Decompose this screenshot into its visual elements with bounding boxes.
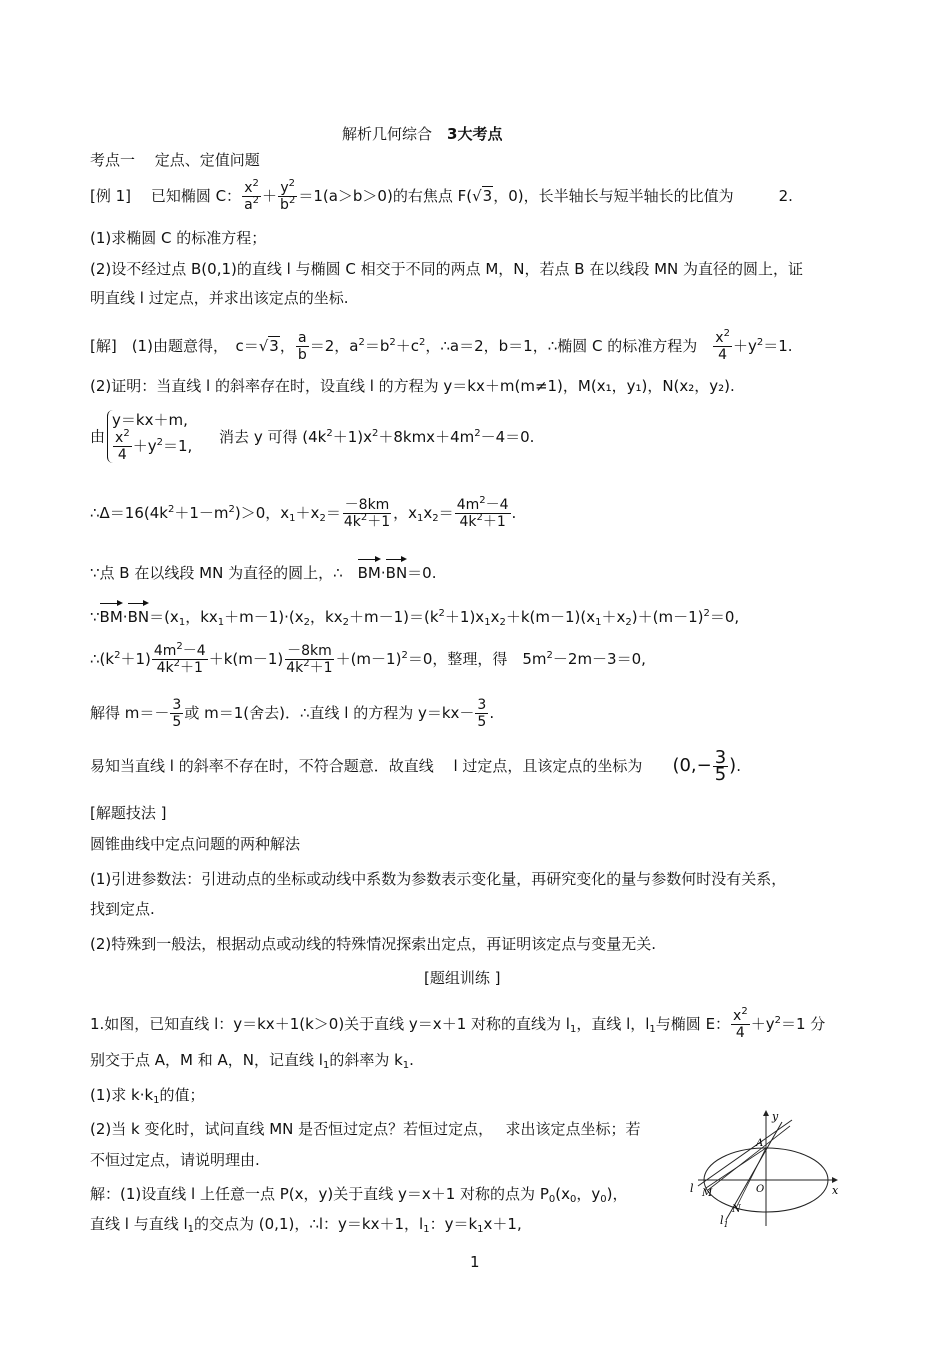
method-2: (2)特殊到一般法，根据动点或动线的特殊情况探索出定点，再证明该定点与变量无关. xyxy=(90,935,657,953)
ellipse-figure xyxy=(680,1108,845,1228)
method-1-line-1: (1)引进参数法：引进动点的坐标或动线中系数为参数表示变化量，再研究变化的量与参数何时没有关系， xyxy=(90,870,787,888)
method-subtitle: 圆锥曲线中定点问题的两种解法 xyxy=(90,835,301,853)
problem-1-solution-line-1: 解：(1)设直线 l 上任意一点 P(x，y)关于直线 y＝x＋1 对称的点为 $P_0(x_0$，$y_0$)， xyxy=(90,1185,628,1205)
solution-part-2-intro: (2)证明：当直线 l 的斜率存在时，设直线 l 的方程为 y＝kx＋m(m≠1)，M(x₁，y₁)，N(x₂，y₂). xyxy=(90,377,735,395)
therefore-line: $\therefore(k^2+1)$ $\frac{4m^2-4}{4k^2+1}$ ＋k(m－1) $\frac{-8km}{4k^2+1}$ $+(m-1)^2=0$，整理，得 $5m^2-2m-3=0$, xyxy=(90,641,646,676)
solve-line: 解得 m＝－ $\frac{3}{5}$ 或 m＝1(舍去)．∴直线 l 的方程为 y＝kx－ $\frac{3}{5}$ . xyxy=(90,697,495,730)
label-o: O xyxy=(756,1184,765,1195)
label-y: y xyxy=(772,1110,779,1123)
x-axis-arrow xyxy=(832,1177,838,1183)
problem-1-line-2: 别交于点 A，M 和 A，N，记直线 $l_1$的斜率为 $k_1$. xyxy=(90,1051,414,1071)
label-a: A xyxy=(756,1138,764,1149)
label-l1: $l_1$ xyxy=(720,1214,729,1228)
solution-part-1: [解] (1)由题意得， c＝√3， $\frac{a}{b}$ ＝2，$a^2=b^2+c^2$，∴a＝2，b＝1，∴椭圆 C 的标准方程为 $\frac{x^2}{4}$ $+y^2=1$. xyxy=(90,328,793,363)
line-an xyxy=(736,1148,766,1208)
label-x: x xyxy=(832,1184,839,1197)
page-title: 解析几何综合 3大考点 xyxy=(342,125,503,143)
label-l: l xyxy=(690,1182,694,1195)
method-title: [解题技法 ] xyxy=(90,804,167,822)
conclusion-line: 易知当直线 l 的斜率不存在时，不符合题意．故直线 l 过定点，且该定点的坐标为 (0,− $\frac{3}{5}$ ). xyxy=(90,747,741,785)
equation-system: 由 y＝kx＋m, $\frac{x^2}{4}$ $+y^2=1$, 消去 y 可得 $(4k^2+1)x^2+8kmx+4m^2-4=0$. xyxy=(90,411,535,463)
problem-1-question-2-line-1: (2)当 k 变化时，试问直线 MN 是否恒过定点？若恒过定点， 求出该定点坐标；若 xyxy=(90,1120,641,1138)
question-1: (1)求椭圆 C 的标准方程； xyxy=(90,229,267,247)
problem-1-line-1: 1.如图，已知直线 l：y＝kx＋1(k＞0)关于直线 y＝x＋1 对称的直线为 $l_1$，直线 l，$l_1$与椭圆 E： $\frac{x^2}{4}$ $+y^2=1$ 分 xyxy=(90,1006,826,1041)
label-m: M xyxy=(702,1188,713,1199)
example-1-statement: [例 1] 已知椭圆 C： $\frac{x^2}{a^2}$ ＋ $\frac{y^2}{b^2}$ ＝1(a＞b＞0)的右焦点 F(√3，0)，长半轴长与短半轴长的比值为 2. xyxy=(90,178,793,213)
label-n: N xyxy=(732,1204,741,1215)
section-heading: 考点一 定点、定值问题 xyxy=(90,151,260,169)
page-number: 1 xyxy=(470,1253,480,1271)
group-training-title: [题组训练 ] xyxy=(424,969,501,987)
method-1-line-2: 找到定点. xyxy=(90,900,155,918)
problem-1-question-2-line-2: 不恒过定点，请说明理由. xyxy=(90,1151,260,1169)
question-2-line-1: (2)设不经过点 B(0,1)的直线 l 与椭圆 C 相交于不同的两点 M，N，若点 B 在以线段 MN 为直径的圆上，证 xyxy=(90,260,804,278)
discriminant-line: $\therefore\Delta=16(4k^2+1-m^2)>0$，$x_1+x_2=$ $\frac{-8km}{4k^2+1}$ ，$x_1x_2=$ $\frac{4m^2-4}{4k^2+1}$ . xyxy=(90,495,517,530)
line-am xyxy=(706,1148,766,1188)
question-2-line-2: 明直线 l 过定点，并求出该定点的坐标. xyxy=(90,289,349,307)
y-axis-arrow xyxy=(763,1110,769,1116)
because-line-1: ∵点 B 在以线段 MN 为直径的圆上，∴ BM·BN＝0. xyxy=(90,557,436,583)
because-line-2: $\because BM\cdot BN=(x_1$，$kx_1+m-1)\cdot(x_2$，$kx_2+m-1)=(k^2+1)x_1x_2+k(m-1)(x_1+x_2)+(m-1)^2=0$, xyxy=(90,601,739,627)
problem-1-solution-line-2: 直线 l 与直线 $l_1$的交点为 (0,1)，∴l：y＝kx＋1，$l_1$：$y=k_1x+1$, xyxy=(90,1215,522,1235)
problem-1-question-1: (1)求 $k\cdot k_1$的值； xyxy=(90,1086,205,1106)
